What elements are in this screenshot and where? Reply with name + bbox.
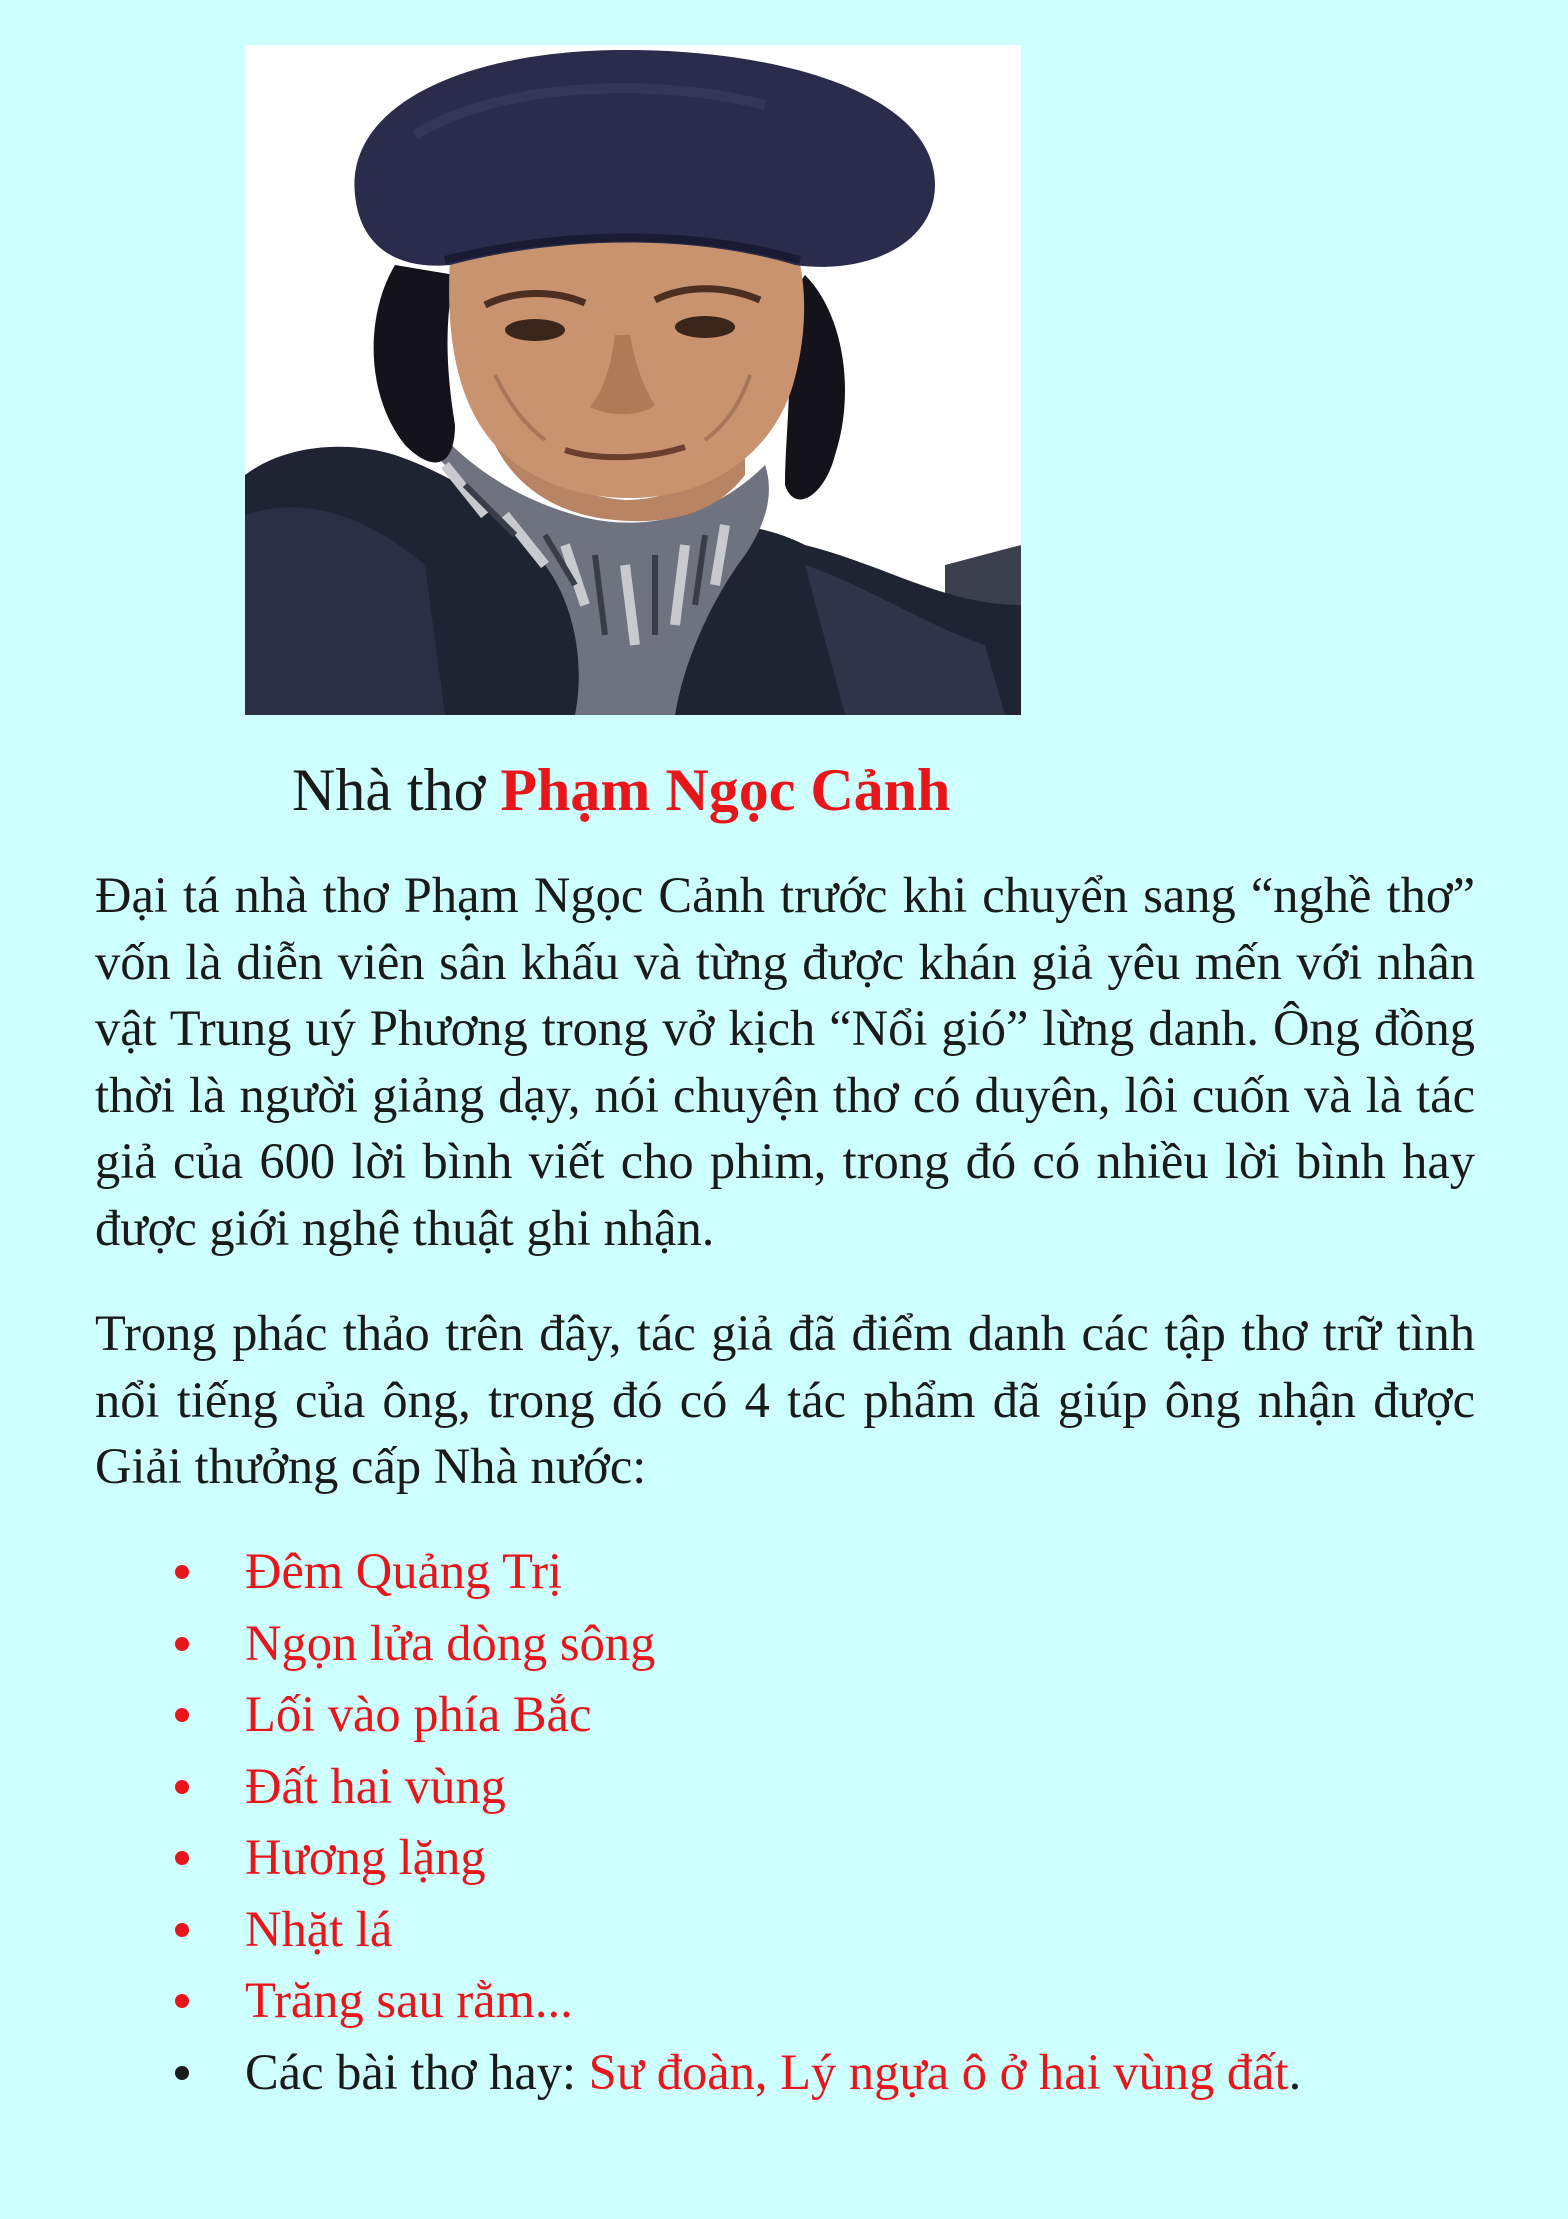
work-title: Trăng sau rằm...: [245, 1972, 573, 2028]
bullet-icon: [175, 1708, 189, 1722]
work-title: Hương lặng: [245, 1829, 486, 1885]
works-intro-paragraph: Trong phác thảo trên đây, tác giả đã điểm danh các tập thơ trữ tình nổi tiếng của ông, trong đó có 4 tác phẩm đã giúp ông nhận được Giải thưởng cấp Nhà nước:: [95, 1305, 1475, 1494]
biography-paragraph: Đại tá nhà thơ Phạm Ngọc Cảnh trước khi chuyển sang “nghề thơ” vốn là diễn viên sân khấu và từng được khán giả yêu mến với nhân vật Trung uý Phương trong vở kịch “Nổi gió” lừng danh. Ông đồng thời là người giảng dạy, nói chuyện thơ có duyên, lôi cuốn và là tác giả của 600 lời bình viết cho phim, trong đó có nhiều lời bình hay được giới nghệ thuật ghi nhận.: [95, 867, 1475, 1256]
bullet-icon: [175, 1851, 189, 1865]
list-item: [95, 1822, 1515, 1894]
work-title: Nhặt lá: [245, 1900, 393, 1957]
famous-poems-titles: Sư đoàn, Lý ngựa ô ở hai vùng đất: [588, 2043, 1289, 2100]
portrait-illustration: [245, 45, 1021, 715]
bullet-icon: [175, 2066, 189, 2080]
famous-poems-suffix: .: [1288, 2043, 1302, 2100]
list-item: [95, 1608, 1515, 1680]
list-item: [95, 1536, 1515, 1608]
bullet-icon: [175, 1565, 189, 1579]
poet-portrait: [245, 45, 1021, 715]
list-item-famous-poems: [95, 2037, 1515, 2109]
work-title: Ngọn lửa dòng sông: [245, 1614, 656, 1671]
list-item: [95, 1751, 1515, 1823]
bullet-icon: [175, 1923, 189, 1937]
bullet-icon: [175, 1780, 189, 1794]
works-list: [95, 1536, 1515, 2108]
poet-name: Phạm Ngọc Cảnh: [500, 757, 951, 823]
portrait-caption: [292, 748, 950, 832]
work-title: Đêm Quảng Trị: [245, 1543, 563, 1599]
caption-prefix: Nhà thơ: [292, 757, 501, 823]
famous-poems-prefix: Các bài thơ hay:: [245, 2043, 589, 2100]
work-title: Đất hai vùng: [245, 1757, 506, 1814]
list-item: [95, 1965, 1515, 2037]
list-item: [95, 1679, 1515, 1751]
list-item: [95, 1894, 1515, 1966]
work-title: Lối vào phía Bắc: [245, 1686, 592, 1742]
bullet-icon: [175, 1637, 189, 1651]
bullet-icon: [175, 1994, 189, 2008]
